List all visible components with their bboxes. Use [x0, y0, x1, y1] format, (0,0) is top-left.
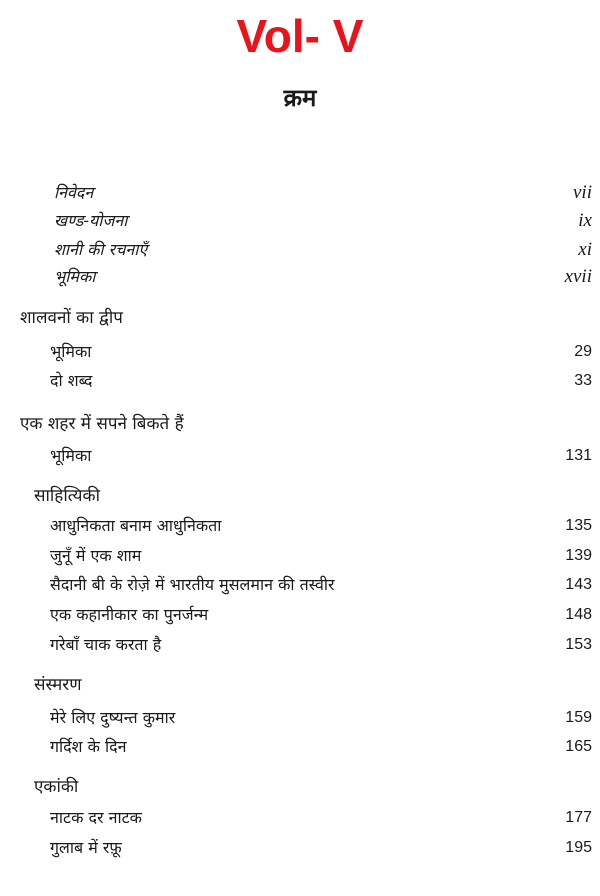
toc-page-number: 165 — [565, 738, 592, 755]
toc-entry-label: भूमिका — [50, 446, 92, 465]
toc-entry-label: निवेदन — [54, 183, 94, 202]
toc-row — [0, 803, 600, 833]
toc-entry-label: आधुनिकता बनाम आधुनिकता — [50, 516, 222, 535]
toc-page-number: 143 — [565, 576, 592, 593]
toc-row — [0, 441, 600, 471]
toc-row — [0, 732, 600, 762]
toc-page-number: ix — [578, 210, 592, 231]
toc-entry-label: दो शब्द — [50, 371, 93, 390]
toc-entry-label: सैदानी बी के रोज़े में भारतीय मुसलमान की तस्वीर — [50, 575, 335, 594]
volume-title: Vol- V — [236, 10, 364, 62]
toc-entry-label: नाटक दर नाटक — [50, 808, 142, 827]
toc-row-front — [0, 178, 600, 208]
toc-entry-label: शानी की रचनाएँ — [54, 240, 148, 259]
section-title: एक शहर में सपने बिकते हैं — [20, 414, 184, 434]
toc-row-front — [0, 235, 600, 265]
toc-page-number: 131 — [565, 447, 592, 464]
toc-page-number: 135 — [565, 517, 592, 534]
toc-page-number: xvii — [564, 266, 592, 287]
toc-row — [0, 630, 600, 660]
toc-page-number: vii — [573, 182, 592, 203]
toc-subsection-heading — [0, 772, 600, 802]
toc-entry-label: भूमिका — [54, 267, 96, 286]
toc-entry-label: भूमिका — [50, 342, 92, 361]
toc-page-number: xi — [578, 239, 592, 260]
subsection-title: साहित्यिकी — [34, 486, 100, 506]
toc-page-number: 153 — [565, 636, 592, 653]
toc-row — [0, 570, 600, 600]
subsection-title: संस्मरण — [34, 675, 82, 695]
subsection-title: एकांकी — [34, 777, 79, 797]
toc-page-number: 139 — [565, 547, 592, 564]
toc-entry-label: गुलाब में रफ़ू — [50, 838, 122, 857]
toc-row — [0, 833, 600, 863]
toc-entry-label: एक कहानीकार का पुनर्जन्म — [50, 605, 209, 624]
toc-page-number: 148 — [565, 606, 592, 623]
toc-page-number: 195 — [565, 839, 592, 856]
toc-subsection-heading — [0, 670, 600, 700]
toc-row-front — [0, 262, 600, 292]
section-title: शालवनों का द्वीप — [20, 308, 123, 328]
toc-section-heading — [0, 303, 600, 333]
toc-section-heading — [0, 409, 600, 439]
toc-page-number: 29 — [574, 343, 592, 360]
toc-entry-label: जुनूँ में एक शाम — [50, 546, 142, 565]
toc-page-number: 159 — [565, 709, 592, 726]
toc-page-number: 33 — [574, 372, 592, 389]
contents-heading: क्रम — [283, 84, 317, 112]
toc-row — [0, 511, 600, 541]
toc-row — [0, 600, 600, 630]
toc-row-front — [0, 206, 600, 236]
toc-row — [0, 541, 600, 571]
toc-page-number: 177 — [565, 809, 592, 826]
toc-entry-label: खण्ड-योजना — [54, 211, 128, 230]
toc-row — [0, 703, 600, 733]
toc-entry-label: गरेबाँ चाक करता है — [50, 635, 162, 654]
toc-entry-label: गर्दिश के दिन — [50, 737, 127, 756]
toc-row — [0, 337, 600, 367]
toc-subsection-heading — [0, 481, 600, 511]
toc-row — [0, 366, 600, 396]
toc-entry-label: मेरे लिए दुष्यन्त कुमार — [50, 708, 176, 727]
